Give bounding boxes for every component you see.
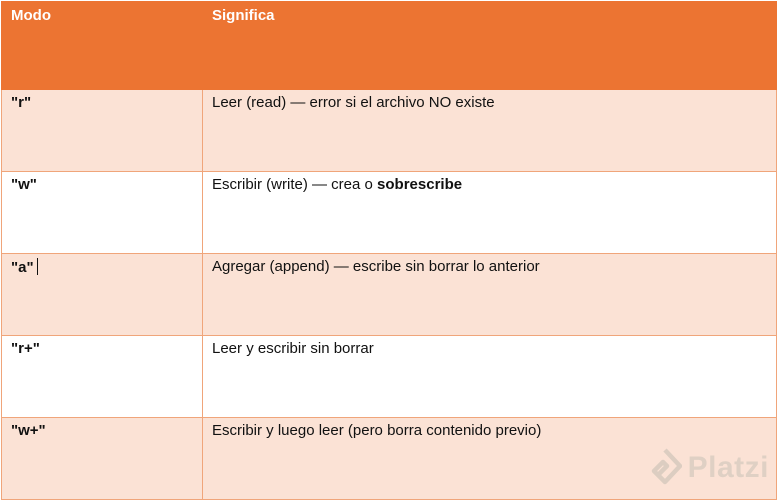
table-header-row [2, 2, 777, 90]
description-cell [203, 90, 777, 172]
description-text: Agregar (append) — escribe sin borrar lo anterior [212, 258, 540, 275]
description-text: Escribir y luego leer (pero borra contenido previo) [212, 422, 542, 439]
description-cell [203, 254, 777, 336]
description-text: Leer y escribir sin borrar [212, 340, 374, 357]
description-bold-text: sobrescribe [377, 176, 463, 193]
mode-cell [2, 254, 203, 336]
mode-cell [2, 418, 203, 500]
mode-cell [2, 90, 203, 172]
mode-cell [2, 336, 203, 418]
table-row [2, 172, 777, 254]
table-row [2, 336, 777, 418]
platzi-watermark [648, 448, 769, 488]
table-row [2, 90, 777, 172]
header-significa: Significa [203, 2, 777, 90]
description-cell [203, 336, 777, 418]
mode-value: "w+" [11, 422, 46, 439]
mode-value: "r+" [11, 340, 40, 357]
table-row [2, 254, 777, 336]
description-text: Leer (read) — error si el archivo NO existe [212, 94, 495, 111]
mode-value: "a" [11, 259, 34, 276]
description-cell [203, 172, 777, 254]
watermark-text: Platzi [687, 451, 769, 484]
mode-value: "r" [11, 94, 32, 111]
header-modo: Modo [2, 2, 203, 90]
description-text: Escribir (write) — crea o [212, 176, 378, 193]
file-modes-table [1, 1, 777, 500]
mode-cell [2, 172, 203, 254]
mode-value: "w" [11, 176, 37, 193]
text-cursor [37, 258, 38, 275]
platzi-logo-icon [648, 448, 682, 488]
